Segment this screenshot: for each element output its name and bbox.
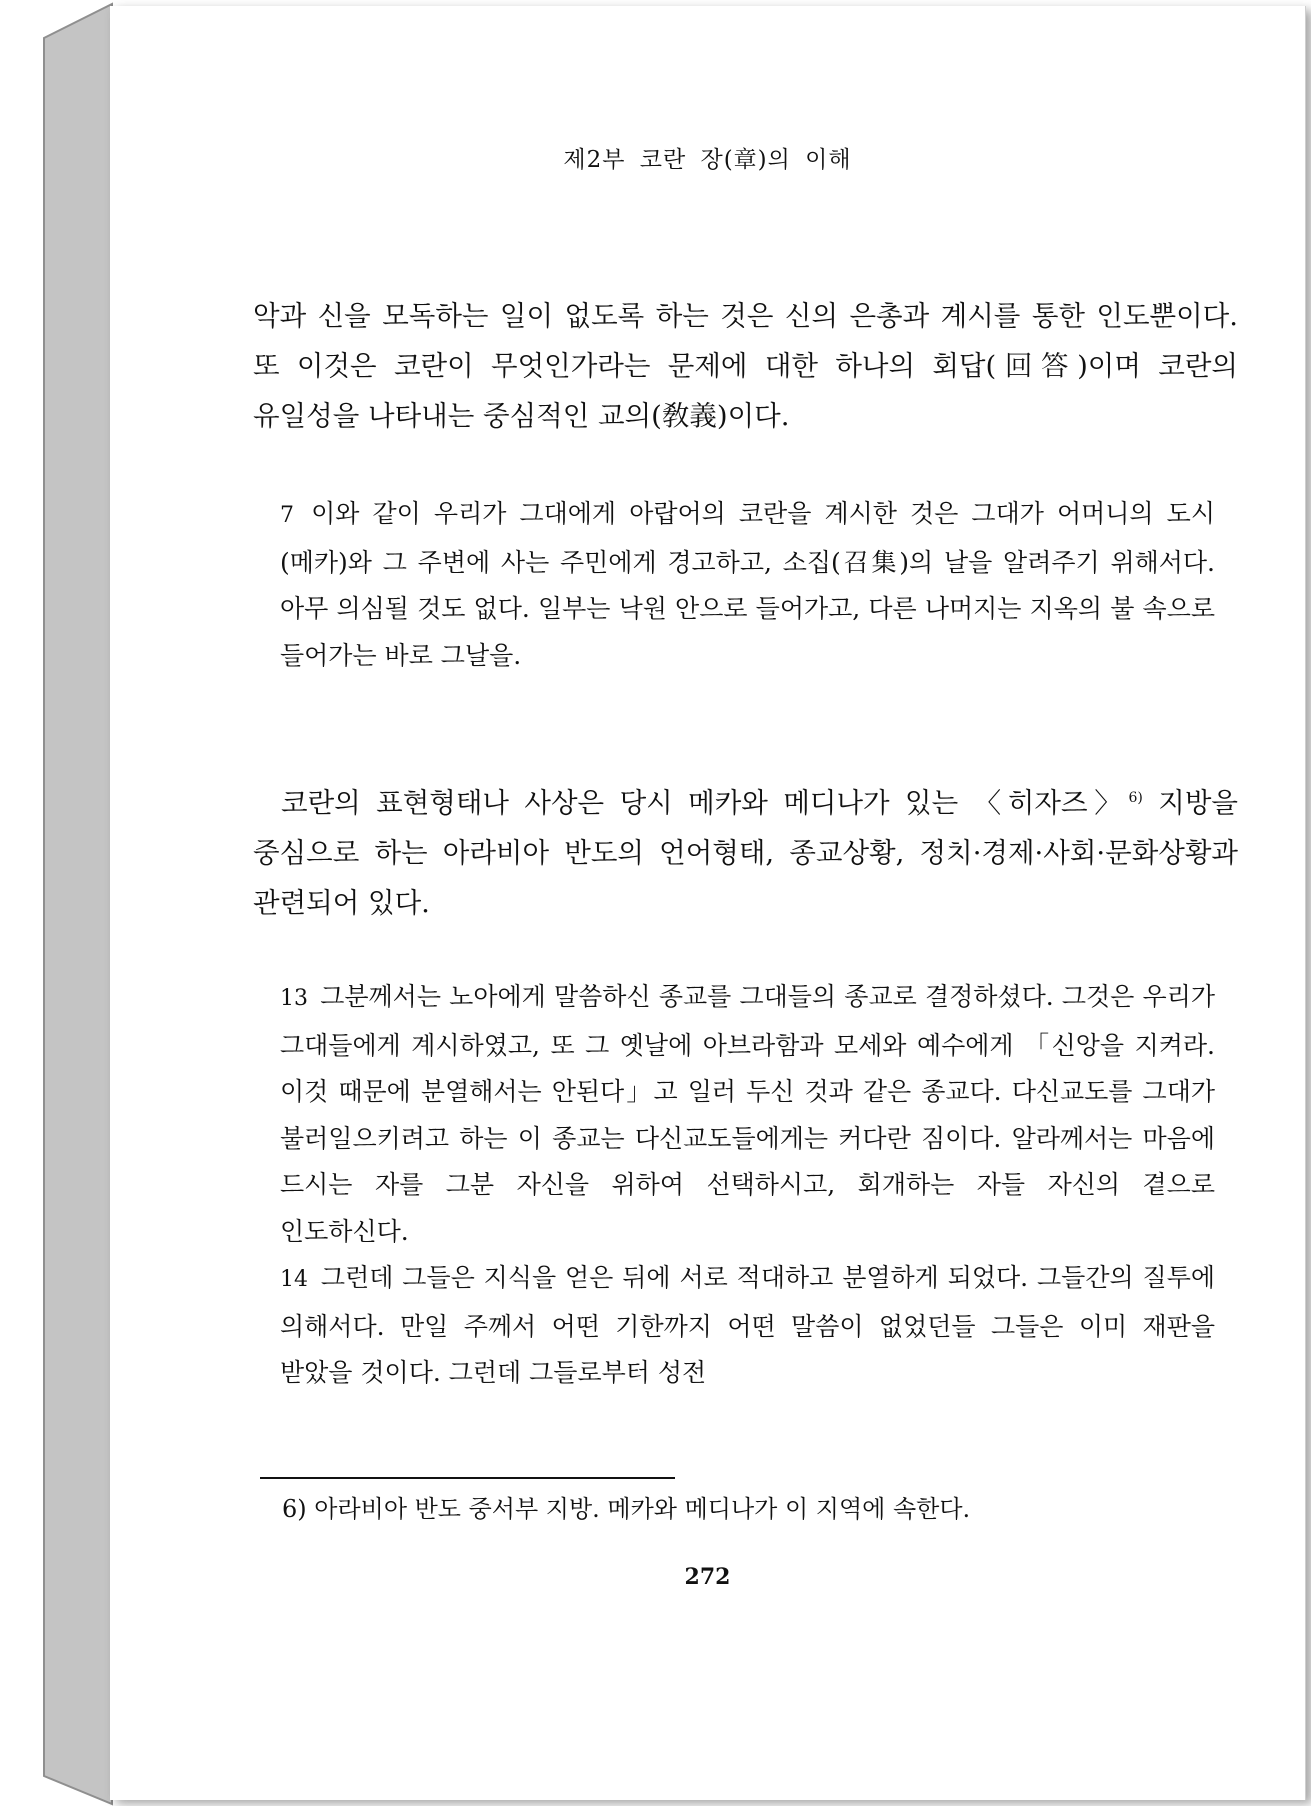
footnote-reference: 6): [1128, 789, 1143, 806]
verse-text: 그런데 그들은 지식을 얻은 뒤에 서로 적대하고 분열하게 되었다. 그들간의 질투에 의해서다. 만일 주께서 어떤 기한까지 어떤 말씀이 없었던들 그들은 이미 재판을 받았을 것이다. 그런데 그들로부터 성전: [280, 1263, 1215, 1387]
paragraph-2-text-continued: 지방을 중심으로 하는 아라비아 반도의 언어형태, 종교상황, 정치·경제·사회·문화상황과 관련되어 있다.: [253, 787, 1238, 919]
footnote-divider: [260, 1477, 675, 1479]
verse-number: 14: [280, 1267, 308, 1292]
page-number: 272: [684, 1564, 731, 1590]
verse-text: 이와 같이 우리가 그대에게 아랍어의 코란을 계시한 것은 그대가 어머니의 도시(메카)와 그 주변에 사는 주민에게 경고하고, 소집(召集)의 날을 알려주기 위해서다. 아무 의심될 것도 없다. 일부는 낙원 안으로 들어가고, 다른 나머지는 지옥의 불 속으로 들어가는 바로 그날을.: [280, 499, 1215, 670]
book-page: [110, 6, 1306, 1800]
quoted-verse-block-2: [280, 974, 1215, 1397]
paragraph-2: [253, 778, 1238, 928]
paragraph-2-text: 코란의 표현형태나 사상은 당시 메카와 메디나가 있는 〈히자즈〉: [281, 787, 1129, 819]
verse: [280, 1255, 1215, 1397]
verse-text: 그분께서는 노아에게 말씀하신 종교를 그대들의 종교로 결정하셨다. 그것은 우리가 그대들에게 계시하였고, 또 그 옛날에 아브라함과 모세와 예수에게 「신앙을 지켜라. 이것 때문에 분열해서는 안된다」고 일러 두신 것과 같은 종교다. 다신교도를 그대가 불러일으키려고 하는 이 종교는 다신교도들에게는 커다란 짐이다. 알라께서는 마음에 드시는 자를 그분 자신을 위하여 선택하시고, 회개하는 자들 자신의 곁으로 인도하신다.: [280, 982, 1215, 1246]
verse-number: 13: [280, 986, 308, 1011]
footnote: 6) 아라비아 반도 중서부 지방. 메카와 메디나가 이 지역에 속한다.: [282, 1495, 971, 1523]
running-head: 제2부 코란 장(章)의 이해: [563, 147, 852, 173]
paragraph-1: 악과 신을 모독하는 일이 없도록 하는 것은 신의 은총과 계시를 통한 인도뿐이다. 또 이것은 코란이 무엇인가라는 문제에 대한 하나의 회답(回答)이며 코란의 유일성을 나타내는 중심적인 교의(敎義)이다.: [253, 300, 1238, 432]
quoted-verse-block-1: [280, 491, 1215, 679]
verse: [280, 974, 1215, 1255]
verse-number: 7: [280, 503, 294, 528]
